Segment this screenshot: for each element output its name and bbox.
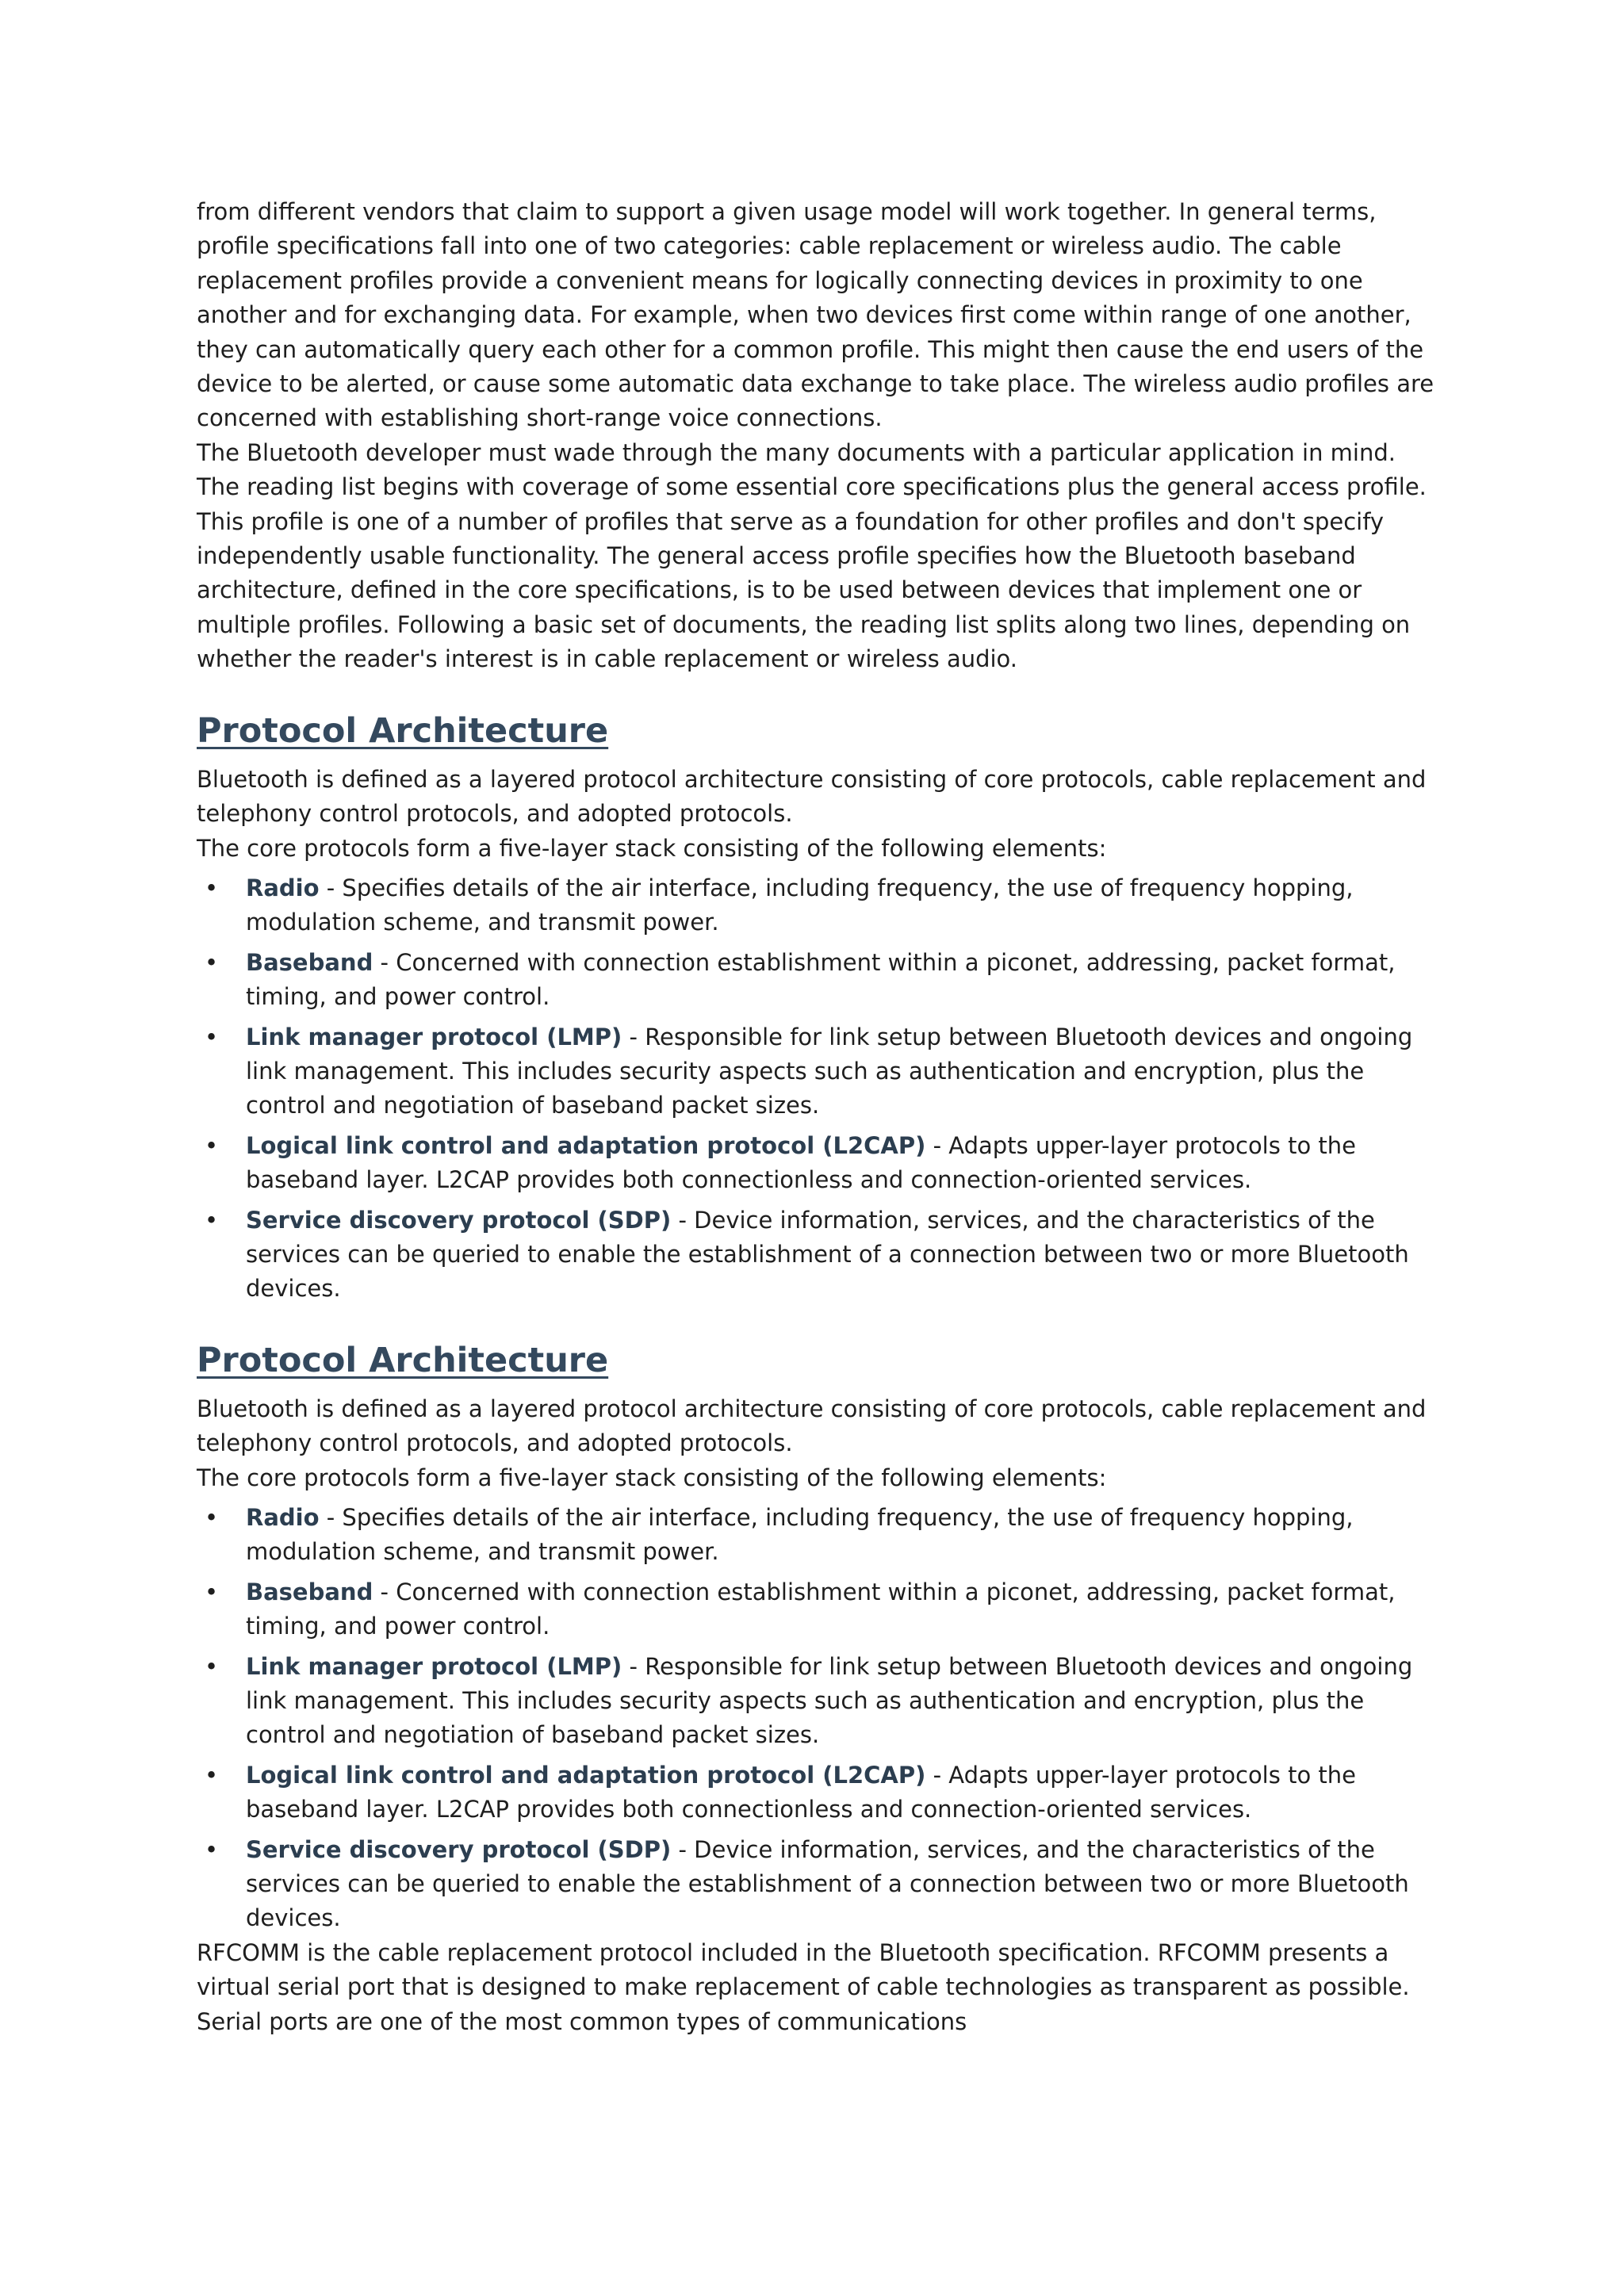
list-item [197,1650,1442,1753]
list-item [197,1203,1442,1307]
list-item-text: - Concerned with connection establishment within a piconet, addressing, packet format, timing, and power control. [246,1578,1396,1640]
list-item-text: - Adapts upper-layer protocols to the baseband layer. L2CAP provides both connectionless and connection-oriented services. [246,1131,1356,1194]
section2-paragraph-2: The core protocols form a five-layer stack consisting of the following elements: [197,1464,1107,1491]
section2-bullet-list [197,1501,1442,1936]
section1-paragraph-1: Bluetooth is defined as a layered protocol architecture consisting of core protocols, cable replacement and telephony control protocols, and adopted protocols. [197,765,1427,828]
bullet-icon: • [205,1652,219,1680]
list-item-text: - Concerned with connection establishment within a piconet, addressing, packet format, timing, and power control. [246,948,1396,1011]
bullet-icon: • [205,948,219,976]
bullet-icon: • [205,874,219,901]
list-item-term: Logical link control and adaptation protocol (L2CAP) [246,1761,926,1789]
bullet-icon: • [205,1206,219,1234]
list-item-term: Service discovery protocol (SDP) [246,1206,672,1234]
list-item [197,871,1442,940]
intro-paragraph-1: from different vendors that claim to support a given usage model will work together. In general terms, profile specifications fall into one of two categories: cable replacement or wireless audio. The cable replacement profiles provide a convenient means for logically connecting devices in proximity to one another and for exchanging data. For example, when two devices first come within range of one another, they can automatically query each other for a common profile. This might then cause the end users of the device to be alerted, or cause some automatic data exchange to take place. The wireless audio profiles are concerned with establishing short-range voice connections. [197,198,1434,432]
list-item-term: Radio [246,874,320,901]
section1-bullet-list [197,871,1442,1307]
bullet-icon: • [205,1023,219,1050]
list-item-text: - Device information, services, and the characteristics of the services can be queried to enable the establishment of a connection between two or more Bluetooth devices. [246,1835,1409,1932]
list-item [197,1501,1442,1570]
section2-paragraph-1: Bluetooth is defined as a layered protocol architecture consisting of core protocols, cable replacement and telephony control protocols, and adopted protocols. [197,1395,1427,1457]
list-item [197,946,1442,1015]
list-item-term: Link manager protocol (LMP) [246,1652,622,1680]
section-heading-1: Protocol Architecture [197,710,609,751]
list-item [197,1129,1442,1198]
list-item-term: Link manager protocol (LMP) [246,1023,622,1050]
section2-paragraph-3: RFCOMM is the cable replacement protocol included in the Bluetooth specification. RFCOMM presents a virtual serial port that is designed to make replacement of cable technologies as transparent as possible. Serial ports are one of the most common types of communications [197,1938,1410,2035]
list-item [197,1020,1442,1123]
section-heading-2: Protocol Architecture [197,1340,609,1380]
bullet-icon: • [205,1835,219,1863]
list-item-text: - Specifies details of the air interface, including frequency, the use of frequency hopping, modulation scheme, and transmit power. [246,874,1354,936]
bullet-icon: • [205,1761,219,1789]
list-item-term: Radio [246,1504,320,1531]
list-item-term: Baseband [246,1578,373,1605]
list-item-text: - Device information, services, and the characteristics of the services can be queried to enable the establishment of a connection between two or more Bluetooth devices. [246,1206,1409,1303]
list-item-text: - Responsible for link setup between Bluetooth devices and ongoing link management. This includes security aspects such as authentication and encryption, plus the control and negotiation of baseband packet sizes. [246,1652,1413,1749]
list-item-text: - Adapts upper-layer protocols to the baseband layer. L2CAP provides both connectionless and connection-oriented services. [246,1761,1356,1823]
bullet-icon: • [205,1504,219,1531]
intro-paragraph-2: The Bluetooth developer must wade through the many documents with a particular application in mind. The reading list begins with coverage of some essential core specifications plus the general access profile. This profile is one of a number of profiles that serve as a foundation for other profiles and don't specify independently usable functionality. The general access profile specifies how the Bluetooth baseband architecture, defined in the core specifications, is to be used between devices that implement one or multiple profiles. Following a basic set of documents, the reading list splits along two lines, depending on whether the reader's interest is in cable replacement or wireless audio. [197,438,1427,673]
list-item [197,1833,1442,1936]
list-item [197,1575,1442,1644]
list-item-text: - Responsible for link setup between Bluetooth devices and ongoing link management. This includes security aspects such as authentication and encryption, plus the control and negotiation of baseband packet sizes. [246,1023,1413,1119]
bullet-icon: • [205,1131,219,1159]
section1-paragraph-2: The core protocols form a five-layer stack consisting of the following elements: [197,834,1107,862]
list-item-term: Logical link control and adaptation protocol (L2CAP) [246,1131,926,1159]
list-item-term: Service discovery protocol (SDP) [246,1835,672,1863]
list-item-text: - Specifies details of the air interface, including frequency, the use of frequency hopping, modulation scheme, and transmit power. [246,1504,1354,1566]
list-item-term: Baseband [246,948,373,976]
list-item [197,1758,1442,1827]
bullet-icon: • [205,1578,219,1605]
